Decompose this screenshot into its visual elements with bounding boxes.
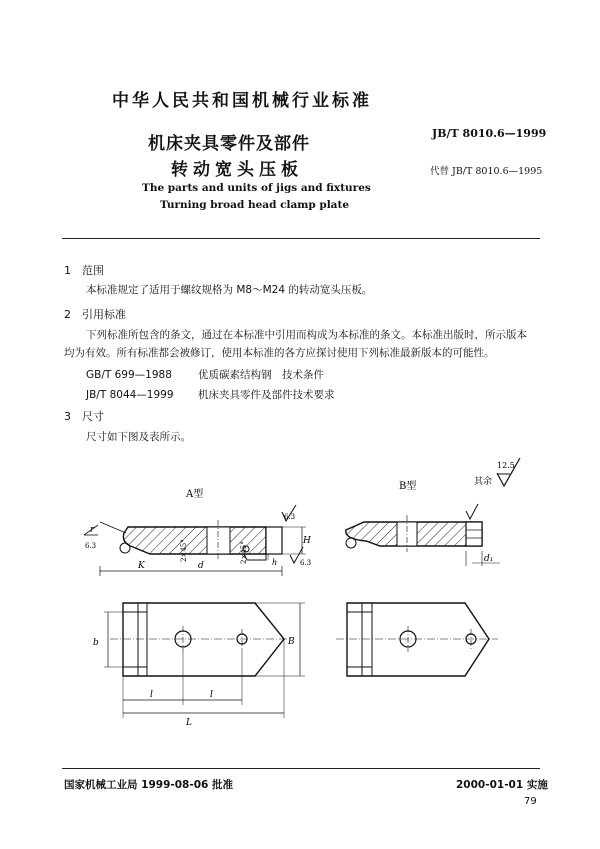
clamp-plate-drawing xyxy=(0,450,600,750)
header-divider xyxy=(62,238,540,239)
title-en-line2: Turning broad head clamp plate xyxy=(160,199,350,211)
section-3-heading xyxy=(64,408,104,424)
reference-name: 优质碳素结构钢 技术条件 xyxy=(198,369,324,381)
type-b-section-view xyxy=(346,504,500,566)
dim-angle: 2×45° xyxy=(180,539,188,562)
section-number: 2 xyxy=(64,308,71,321)
approval-info: 国家机械工业局 1999-08-06 批准 xyxy=(64,779,233,791)
reference-code: GB/T 699—1988 xyxy=(86,369,172,381)
dim-h: h xyxy=(272,558,278,567)
dim-l-1: l xyxy=(150,690,153,700)
section-number: 1 xyxy=(64,264,71,277)
section-3-text: 尺寸如下图及表所示。 xyxy=(86,431,191,443)
section-2-heading xyxy=(64,306,126,322)
title-cn-line1: 机床夹具零件及部件 xyxy=(148,134,310,154)
section-number: 3 xyxy=(64,410,71,423)
label-type-b: B型 xyxy=(399,481,417,492)
rest-label: 其余 xyxy=(474,477,493,487)
type-a-plan-view xyxy=(104,603,305,718)
reference-row xyxy=(86,387,335,402)
section-1-heading xyxy=(64,262,104,278)
dim-l-2: l xyxy=(210,690,213,700)
section-2-text-line2: 均为有效。所有标准都会被修订，使用本标准的各方应探讨使用下列标准最新版本的可能性。 xyxy=(64,347,495,359)
dim-d: d xyxy=(198,561,204,571)
dim-angle-2: 2×45° xyxy=(240,541,248,564)
section-1-text: 本标准规定了适用于螺纹规格为 M8～M24 的转动宽头压板。 xyxy=(86,284,373,296)
implementation-date: 2000-01-01 实施 xyxy=(456,779,548,791)
rest-roughness-value: 12.5 xyxy=(497,461,515,470)
standard-code: JB/T 8010.6—1999 xyxy=(432,127,547,140)
title-cn-line2: 转动宽头压板 xyxy=(171,160,303,180)
reference-name: 机床夹具零件及部件技术要求 xyxy=(198,389,335,401)
dim-r: r xyxy=(90,525,95,535)
dim-d1: d₁ xyxy=(484,554,494,564)
roughness-63-left: 6.3 xyxy=(85,542,97,550)
issuing-organization: 中华人民共和国机械行业标准 xyxy=(112,91,372,111)
section-title: 引用标准 xyxy=(82,308,126,321)
reference-row xyxy=(86,367,324,382)
section-title: 范围 xyxy=(82,264,104,277)
dim-B: B xyxy=(288,637,295,647)
roughness-63-right: 6.3 xyxy=(300,559,312,567)
dim-H: H xyxy=(303,536,311,546)
reference-code: JB/T 8044—1999 xyxy=(86,389,174,401)
section-title: 尺寸 xyxy=(82,410,104,423)
dim-K: K xyxy=(138,561,145,571)
replaces-standard: 代替 JB/T 8010.6—1995 xyxy=(430,166,543,177)
type-b-plan-view xyxy=(336,603,498,676)
page-number: 79 xyxy=(524,796,537,807)
label-type-a: A型 xyxy=(186,489,204,500)
dim-L: L xyxy=(186,718,192,728)
dim-b: b xyxy=(93,638,99,648)
roughness-63-top: 6.3 xyxy=(284,513,296,521)
section-2-text-line1: 下列标准所包含的条文，通过在本标准中引用而构成为本标准的条文。本标准出版时，所示版本 xyxy=(86,329,527,341)
footer-divider xyxy=(62,768,540,769)
title-en-line1: The parts and units of jigs and fixtures xyxy=(142,182,371,194)
